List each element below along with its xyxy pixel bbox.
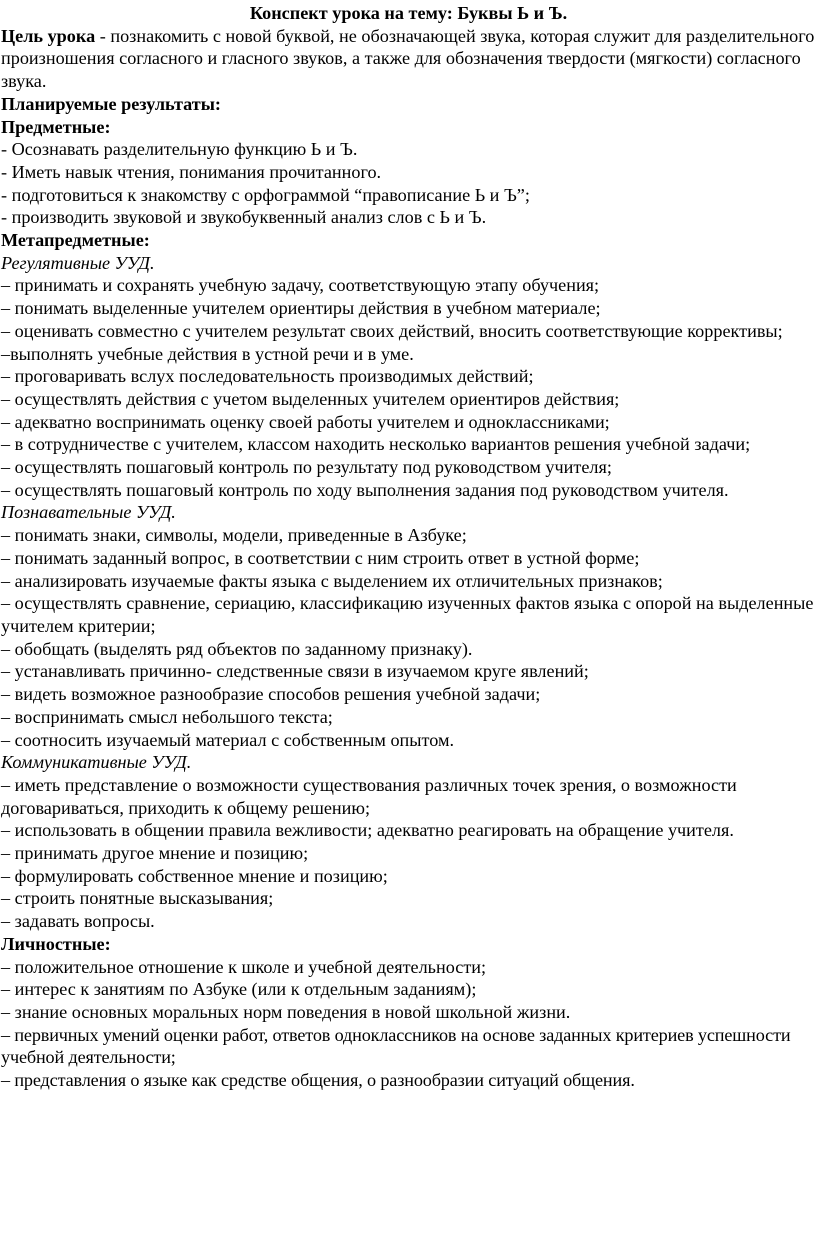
goal-text: - познакомить с новой буквой, не обозначающей звука, которая служит для разделительного произношения согласного и гласного звуков, а также для обозначения твердости (мягкости) согласного звука.	[1, 25, 815, 92]
goal-label: Цель урока	[1, 25, 96, 46]
subject-item: - Осознавать разделительную функцию Ь и Ъ.	[1, 139, 358, 160]
cognitive-item: – обобщать (выделять ряд объектов по заданному признаку).	[1, 638, 473, 659]
cognitive-item: – устанавливать причинно- следственные связи в изучаемом круге явлений;	[1, 661, 589, 682]
regulative-item: – осуществлять пошаговый контроль по ходу выполнения задания под руководством учителя.	[1, 479, 729, 500]
personal-results-heading: Личностные:	[1, 933, 111, 954]
communicative-heading: Коммуникативные УУД.	[1, 752, 192, 773]
cognitive-item: – видеть возможное разнообразие способов решения учебной задачи;	[1, 684, 541, 705]
lesson-goal	[1, 25, 816, 93]
subject-item: - Иметь навык чтения, понимания прочитанного.	[1, 161, 382, 182]
cognitive-heading: Познавательные УУД.	[1, 502, 176, 523]
regulative-item: –выполнять учебные действия в устной речи и в уме.	[1, 343, 414, 364]
subject-item: - подготовиться к знакомству с орфограммой “правописание Ь и Ъ”;	[1, 184, 530, 205]
regulative-item: – осуществлять пошаговый контроль по результату под руководством учителя;	[1, 457, 612, 478]
regulative-item: – понимать выделенные учителем ориентиры действия в учебном материале;	[1, 298, 601, 319]
communicative-item: – иметь представление о возможности существования различных точек зрения, о возможности договариваться, приходить к общему решению;	[1, 774, 737, 818]
meta-results-heading: Метапредметные:	[1, 230, 150, 251]
regulative-item: – оценивать совместно с учителем результат своих действий, вносить соответствующие коррективы;	[1, 320, 783, 341]
regulative-item: – осуществлять действия с учетом выделенных учителем ориентиров действия;	[1, 388, 620, 409]
page-title: Конспект урока на тему: Буквы Ь и Ъ.	[249, 3, 568, 23]
planned-results-heading: Планируемые результаты:	[1, 93, 221, 114]
communicative-item: – принимать другое мнение и позицию;	[1, 843, 309, 864]
regulative-item: – в сотрудничестве с учителем, классом находить несколько вариантов решения учебной задачи;	[1, 434, 751, 455]
regulative-item: – проговаривать вслух последовательность производимых действий;	[1, 366, 534, 387]
subject-item: - производить звуковой и звукобуквенный анализ слов с Ь и Ъ.	[1, 207, 487, 228]
cognitive-item: – понимать заданный вопрос, в соответствии с ним строить ответ в устной форме;	[1, 547, 640, 568]
cognitive-item: – соотносить изучаемый материал с собственным опытом.	[1, 729, 455, 750]
personal-item: – знание основных моральных норм поведения в новой школьной жизни.	[1, 1001, 571, 1022]
communicative-item: – строить понятные высказывания;	[1, 888, 274, 909]
personal-item: – представления о языке как средстве общения, о разнообразии ситуаций общения.	[1, 1070, 635, 1091]
cognitive-item: – осуществлять сравнение, сериацию, классификацию изученных фактов языка с опорой на выделенные учителем критерии;	[1, 593, 814, 636]
regulative-item: – принимать и сохранять учебную задачу, соответствующую этапу обучения;	[1, 275, 600, 296]
subject-results-heading: Предметные:	[1, 116, 111, 137]
cognitive-item: – анализировать изучаемые факты языка с выделением их отличительных признаков;	[1, 570, 663, 591]
personal-item: – первичных умений оценки работ, ответов одноклассников на основе заданных критериев успешности учебной деятельности;	[1, 1024, 791, 1068]
communicative-item: – задавать вопросы.	[1, 911, 155, 932]
cognitive-item: – воспринимать смысл небольшого текста;	[1, 706, 333, 727]
communicative-item: – использовать в общении правила вежливости; адекватно реагировать на обращение учителя.	[1, 820, 734, 841]
regulative-heading: Регулятивные УУД.	[1, 252, 155, 273]
personal-item: – интерес к занятиям по Азбуке (или к отдельным заданиям);	[1, 979, 477, 1000]
cognitive-item: – понимать знаки, символы, модели, приведенные в Азбуке;	[1, 525, 467, 546]
communicative-item: – формулировать собственное мнение и позицию;	[1, 865, 388, 886]
personal-item: – положительное отношение к школе и учебной деятельности;	[1, 956, 487, 977]
regulative-item: – адекватно воспринимать оценку своей работы учителем и одноклассниками;	[1, 411, 610, 432]
